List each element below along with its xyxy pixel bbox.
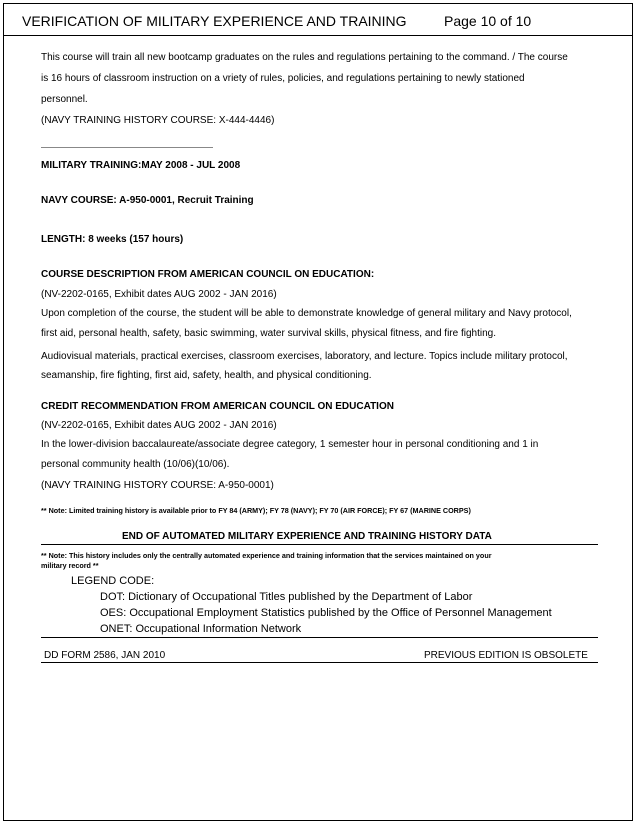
limited-history-note: ** Note: Limited training history is available prior to FY 84 (ARMY); FY 78 (NAVY); FY 70 (AIR FORCE); FY 67 (MARINE CORPS) — [41, 506, 471, 515]
end-banner-rule — [41, 544, 598, 545]
course-methods-line: seamanship, fire fighting, first aid, safety, health, and physical conditioning. — [41, 370, 372, 381]
legend-onet: ONET: Occupational Information Network — [100, 623, 302, 635]
course-description-heading: COURSE DESCRIPTION FROM AMERICAN COUNCIL ON EDUCATION: — [41, 269, 375, 280]
course1-desc-line: is 16 hours of classroom instruction on a vriety of rules, policies, and regulations pertaining to newly stationed — [41, 73, 525, 84]
header-title: VERIFICATION OF MILITARY EXPERIENCE AND TRAINING — [22, 13, 407, 29]
section-divider — [41, 147, 213, 148]
course-length: LENGTH: 8 weeks (157 hours) — [41, 234, 184, 245]
course-description-line: Upon completion of the course, the student will be able to demonstrate knowledge of general military and Navy protocol, — [41, 308, 572, 319]
course-description-line: first aid, personal health, safety, basic swimming, water survival skills, physical fitness, and fire fighting. — [41, 328, 496, 339]
page-number: Page 10 of 10 — [444, 13, 532, 29]
document-page — [3, 3, 633, 821]
navy-course-title: NAVY COURSE: A-950-0001, Recruit Training — [41, 195, 254, 206]
course2-history: (NAVY TRAINING HISTORY COURSE: A-950-0001) — [41, 480, 274, 491]
legend-dot: DOT: Dictionary of Occupational Titles published by the Department of Labor — [100, 591, 473, 603]
central-history-note: ** Note: This history includes only the centrally automated experience and training information that the services maintained on your — [41, 551, 492, 560]
credit-recommendation-line: In the lower-division baccalaureate/associate degree category, 1 semester hour in personal conditioning and 1 in — [41, 439, 539, 450]
military-training-dates: MILITARY TRAINING:MAY 2008 - JUL 2008 — [41, 160, 241, 171]
previous-edition-note: PREVIOUS EDITION IS OBSOLETE — [424, 650, 588, 661]
credit-recommendation-heading: CREDIT RECOMMENDATION FROM AMERICAN COUNCIL ON EDUCATION — [41, 401, 394, 412]
course1-history: (NAVY TRAINING HISTORY COURSE: X-444-4446) — [41, 115, 275, 126]
central-history-note: military record ** — [41, 561, 99, 570]
credit-recommendation-line: personal community health (10/06)(10/06). — [41, 459, 230, 470]
end-of-data-banner: END OF AUTOMATED MILITARY EXPERIENCE AND TRAINING HISTORY DATA — [122, 531, 492, 542]
footer-rule — [41, 662, 598, 663]
course-methods-line: Audiovisual materials, practical exercises, classroom exercises, laboratory, and lecture. Topics include military protocol, — [41, 351, 568, 362]
legend-rule — [41, 637, 598, 638]
course1-desc-line: This course will train all new bootcamp graduates on the rules and regulations pertaining to the command. / The course — [41, 52, 568, 63]
legend-title: LEGEND CODE: — [71, 575, 155, 587]
legend-oes: OES: Occupational Employment Statistics published by the Office of Personnel Management — [100, 607, 552, 619]
course-description-ref: (NV-2202-0165, Exhibit dates AUG 2002 - JAN 2016) — [41, 289, 277, 300]
page-header — [4, 4, 632, 36]
credit-recommendation-ref: (NV-2202-0165, Exhibit dates AUG 2002 - JAN 2016) — [41, 420, 277, 431]
course1-desc-line: personnel. — [41, 94, 88, 105]
form-id: DD FORM 2586, JAN 2010 — [44, 650, 166, 661]
